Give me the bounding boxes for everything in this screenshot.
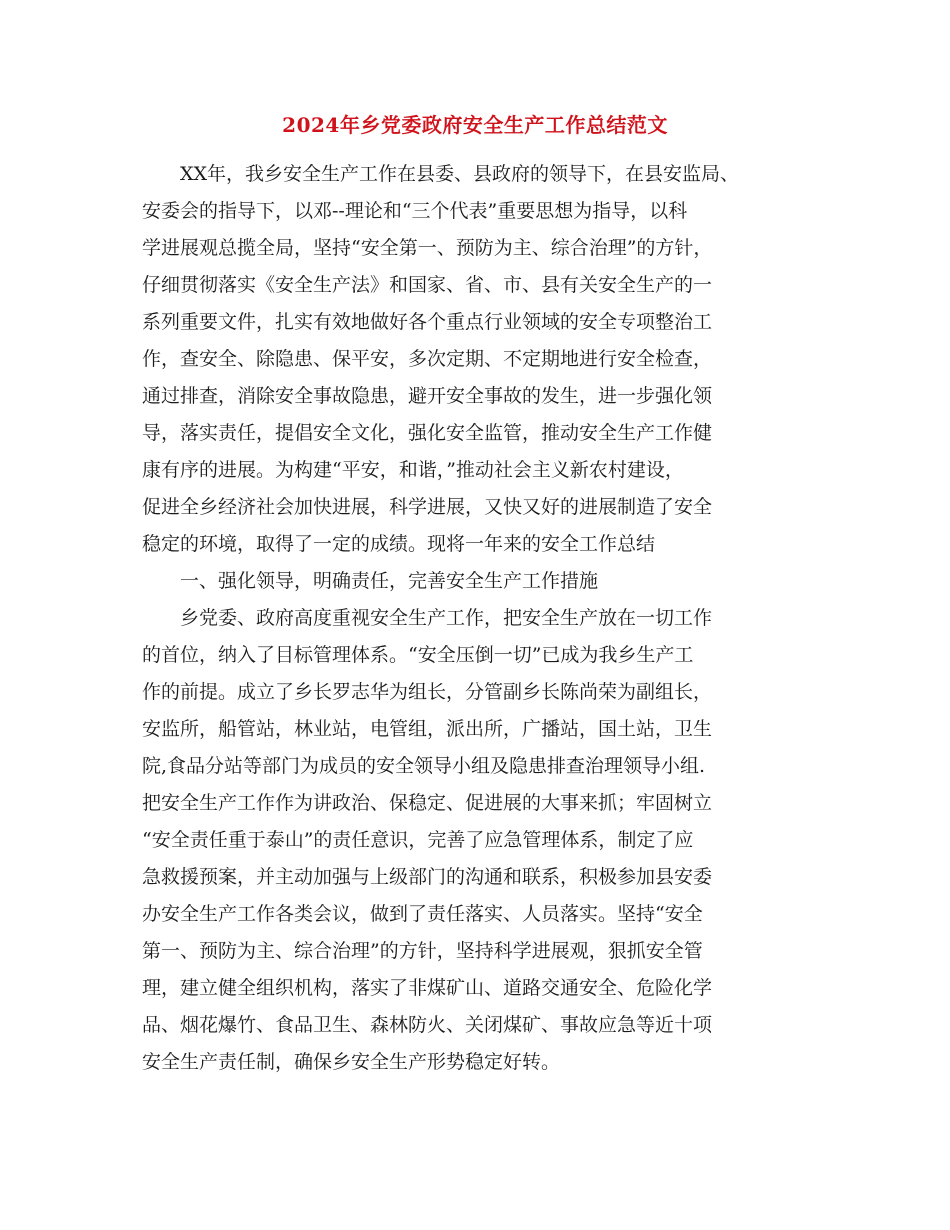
paragraph-line: 品、烟花爆竹、食品卫生、森林防火、关闭煤矿、事故应急等近十项 <box>142 1014 713 1036</box>
paragraph-line: 康有序的进展。为构建“平安，和谐，”推动社会主义新农村建设， <box>142 459 684 481</box>
paragraph-line: 办安全生产工作各类会议，做到了责任落实、人员落实。坚持“安全 <box>142 903 703 925</box>
paragraph-line: 安委会的指导下，以邓--理论和“三个代表”重要思想为指导，以科 <box>142 200 688 222</box>
paragraph-line: 乡党委、政府高度重视安全生产工作，把安全生产放在一切工作 <box>180 607 713 629</box>
paragraph-line: 稳定的环境，取得了一定的成绩。现将一年来的安全工作总结 <box>142 533 656 555</box>
paragraph-line: XX年，我乡安全生产工作在县委、县政府的领导下，在县安监局、 <box>180 163 740 185</box>
paragraph-line: 作，查安全、除隐患、保平安，多次定期、不定期地进行安全检查， <box>142 348 713 370</box>
paragraph-line: 的首位，纳入了目标管理体系。“安全压倒一切”已成为我乡生产工 <box>142 644 694 666</box>
paragraph-line: “安全责任重于泰山”的责任意识，完善了应急管理体系，制定了应 <box>142 829 694 851</box>
paragraph-line: 把安全生产工作作为讲政治、保稳定、促进展的大事来抓；牢固树立 <box>142 792 713 814</box>
document-title: 2024年乡党委政府安全生产工作总结范文 <box>282 113 668 137</box>
paragraph-line: 作的前提。成立了乡长罗志华为组长，分管副乡长陈尚荣为副组长， <box>142 681 713 703</box>
paragraph-line: 仔细贯彻落实《安全生产法》和国家、省、市、县有关安全生产的一 <box>142 274 713 296</box>
paragraph-line: 理，建立健全组织机构，落实了非煤矿山、道路交通安全、危险化学 <box>142 977 713 999</box>
paragraph-line: 安全生产责任制，确保乡安全生产形势稳定好转。 <box>142 1051 561 1073</box>
paragraph-line: 急救援预案，并主动加强与上级部门的沟通和联系，积极参加县安委 <box>142 866 713 888</box>
paragraph-line: 导，落实责任，提倡安全文化，强化安全监管，推动安全生产工作健 <box>142 422 713 444</box>
section-heading: 一、强化领导，明确责任，完善安全生产工作措施 <box>180 570 599 592</box>
paragraph-line: 学进展观总揽全局，坚持“安全第一、预防为主、综合治理”的方针， <box>142 237 713 259</box>
paragraph-line: 院,食品分站等部门为成员的安全领导小组及隐患排查治理领导小组. <box>142 755 706 777</box>
paragraph-line: 安监所，船管站，林业站，电管组，派出所，广播站，国土站，卫生 <box>142 718 713 740</box>
paragraph-line: 通过排查，消除安全事故隐患，避开安全事故的发生，进一步强化领 <box>142 385 713 407</box>
paragraph-line: 第一、预防为主、综合治理”的方针，坚持科学进展观，狠抓安全管 <box>142 940 703 962</box>
paragraph-line: 促进全乡经济社会加快进展，科学进展，又快又好的进展制造了安全 <box>142 496 713 518</box>
paragraph-line: 系列重要文件，扎实有效地做好各个重点行业领域的安全专项整治工 <box>142 311 713 333</box>
